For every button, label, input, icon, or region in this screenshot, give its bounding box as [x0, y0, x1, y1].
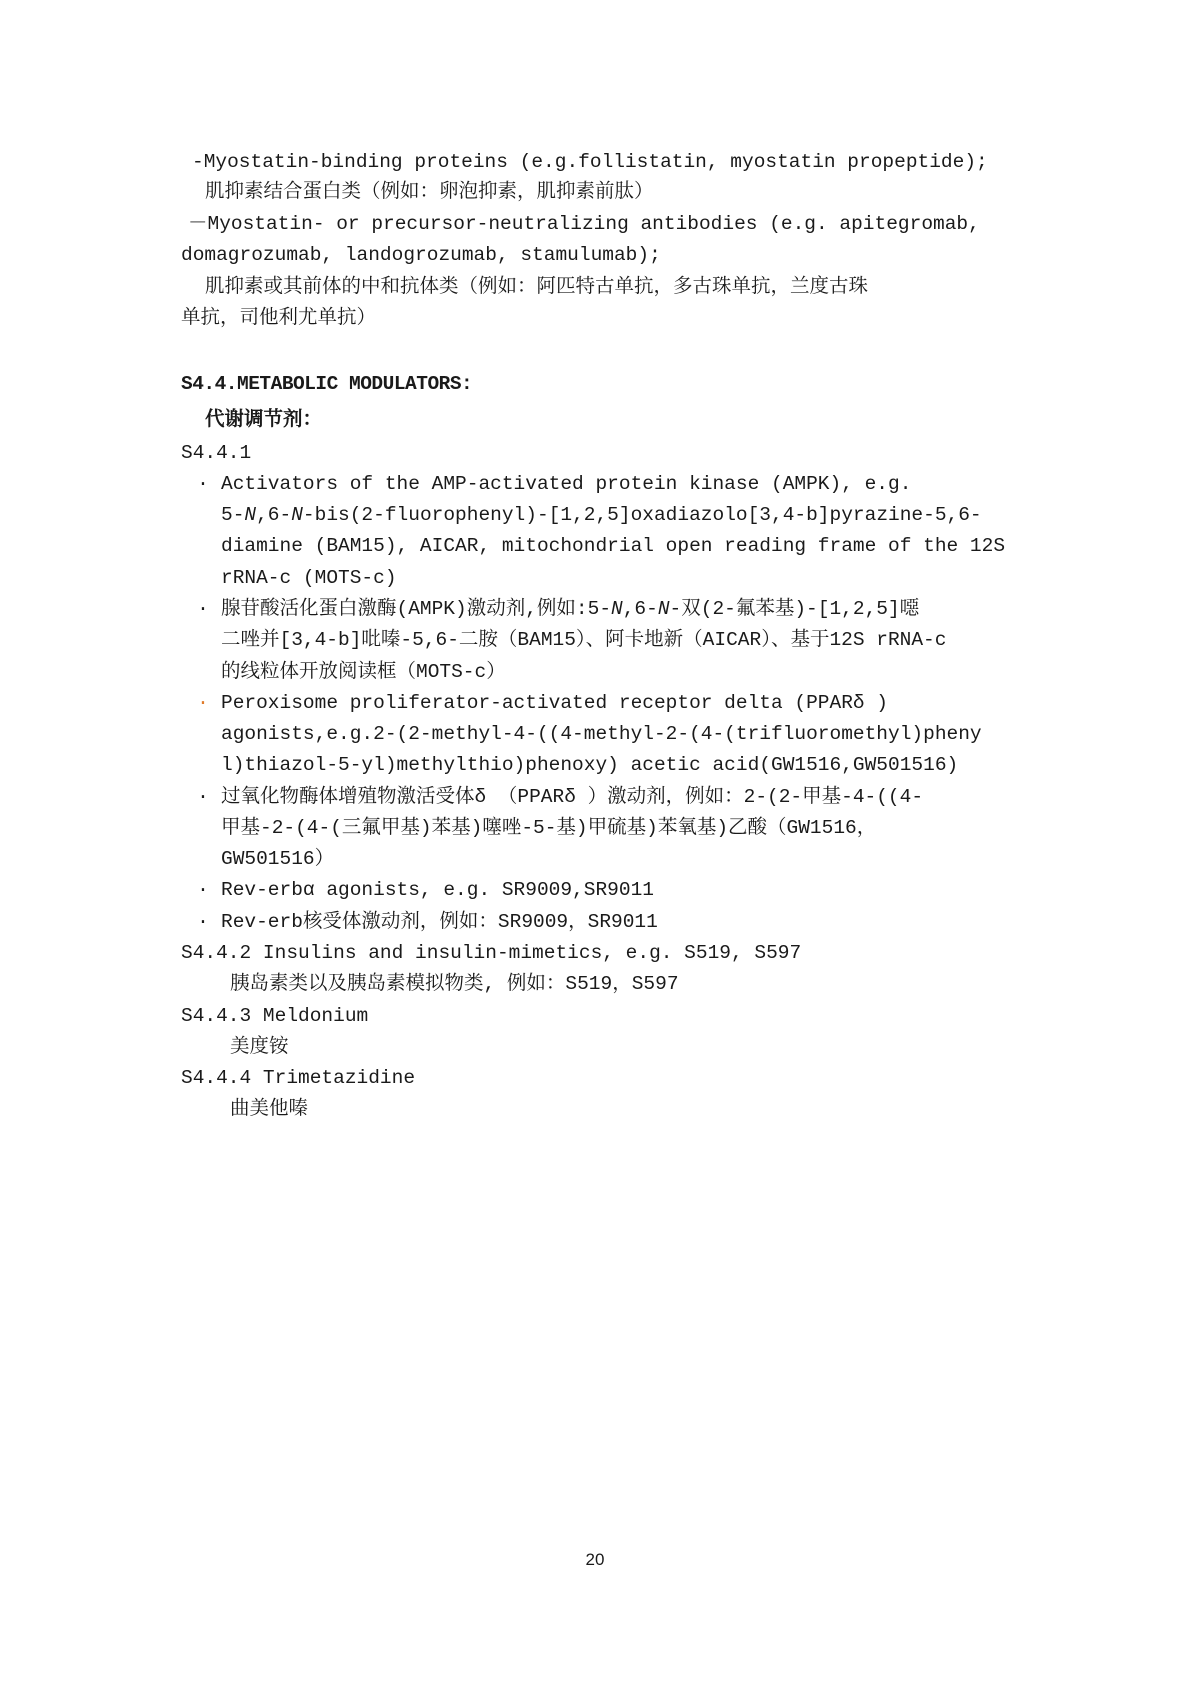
ppar-en-line-1: Peroxisome proliferator-activated receptor delta (PPARδ )	[221, 692, 889, 714]
ppar-en-line-3: l)thiazol-5-yl)methylthio)phenoxy) acetic acid(GW1516,GW501516)	[221, 754, 959, 776]
ppar-zh-line-3: GW501516）	[221, 848, 335, 870]
bullet-ppar-en: ·	[197, 692, 209, 714]
reverb-en: Rev-erbα agonists, e.g. SR9009,SR9011	[221, 879, 654, 901]
ampk-zh-line-1-part: 腺苷酸活化蛋白激酶(AMPK)激动剂,例如:5-	[221, 598, 612, 620]
ampk-zh-line-2: 二唑并[3,4-b]吡嗪-5,6-二胺（BAM15）、阿卡地新（AICAR）、基于12S rRNA-c	[221, 629, 947, 651]
ampk-en-line-1: Activators of the AMP-activated protein kinase (AMPK), e.g.	[221, 473, 912, 495]
subsection-label-s4-4-1: S4.4.1	[181, 442, 252, 464]
subsection-s4-4-2-zh: 胰岛素类以及胰岛素模拟物类, 例如：S519，S597	[230, 973, 679, 995]
subsection-s4-4-4-en: S4.4.4 Trimetazidine	[181, 1067, 416, 1089]
page-number: 20	[585, 1550, 605, 1569]
subsection-s4-4-3-zh: 美度铵	[230, 1036, 289, 1058]
myostatin-antibodies-en-line-2: domagrozumab, landogrozumab, stamulumab);	[181, 244, 661, 266]
italic-n: N	[611, 598, 623, 620]
ampk-en-line-2-part: ,6-	[256, 504, 292, 526]
ampk-en-line-2-part: -bis(2-fluorophenyl)-[1,2,5]oxadiazolo[3,4-b]pyrazine-5,6-	[302, 504, 982, 526]
italic-n: N	[657, 598, 670, 620]
ppar-zh-line-2: 甲基-2-(4-(三氟甲基)苯基)噻唑-5-基)甲硫基)苯氧基)乙酸（GW1516，	[221, 817, 877, 839]
subsection-s4-4-3-en: S4.4.3 Meldonium	[181, 1005, 369, 1027]
myostatin-binding-proteins-zh: 肌抑素结合蛋白类（例如：卵泡抑素，肌抑素前肽）	[205, 181, 654, 203]
bullet-reverb-zh: ·	[197, 911, 209, 933]
ampk-en-line-2	[221, 501, 1050, 529]
ppar-zh-line-1: 过氧化物酶体增殖物激活受体δ （PPARδ ）激动剂，例如：2-(2-甲基-4-((4-	[221, 786, 924, 808]
myostatin-binding-proteins-en: -Myostatin-binding proteins (e.g.follistatin, myostatin propeptide);	[192, 151, 988, 173]
ppar-en-line-2: agonists,e.g.2-(2-methyl-4-((4-methyl-2-(4-(trifluoromethyl)pheny	[221, 723, 982, 745]
ampk-en-line-2-part: 5-	[221, 504, 245, 526]
reverb-zh: Rev-erb核受体激动剂，例如：SR9009，SR9011	[221, 911, 658, 933]
subsection-s4-4-4-zh: 曲美他嗪	[230, 1098, 309, 1120]
myostatin-antibodies-en-line-1: －Myostatin- or precursor-neutralizing antibodies (e.g. apitegromab,	[188, 213, 980, 235]
ampk-en-line-3: diamine (BAM15), AICAR, mitochondrial open reading frame of the 12S	[221, 535, 1006, 557]
myostatin-antibodies-zh-line-1: 肌抑素或其前体的中和抗体类（例如：阿匹特古单抗，多古珠单抗，兰度古珠	[205, 276, 869, 298]
section-heading-zh: 代谢调节剂：	[205, 409, 323, 431]
italic-n: N	[244, 504, 257, 526]
ampk-zh-line-3: 的线粒体开放阅读框（MOTS-c）	[221, 661, 506, 683]
ampk-zh-line-1-part: ,6-	[622, 598, 658, 620]
bullet-ampk-en: ·	[197, 473, 209, 495]
bullet-reverb-en: ·	[197, 879, 209, 901]
ampk-en-line-4: rRNA-c (MOTS-c)	[221, 567, 397, 589]
subsection-s4-4-2-en: S4.4.2 Insulins and insulin-mimetics, e.g. S519, S597	[181, 942, 802, 964]
ampk-zh-line-1-part: -双(2-氟苯基)-[1,2,5]噁	[669, 598, 920, 620]
bullet-ampk-zh: ·	[197, 598, 209, 620]
section-heading: S4.4.METABOLIC MODULATORS:	[181, 373, 473, 395]
ampk-zh-line-1	[221, 595, 1050, 623]
bullet-ppar-zh: ·	[197, 786, 209, 808]
italic-n: N	[291, 504, 303, 526]
myostatin-antibodies-zh-line-2: 单抗，司他利尤单抗）	[181, 307, 377, 329]
